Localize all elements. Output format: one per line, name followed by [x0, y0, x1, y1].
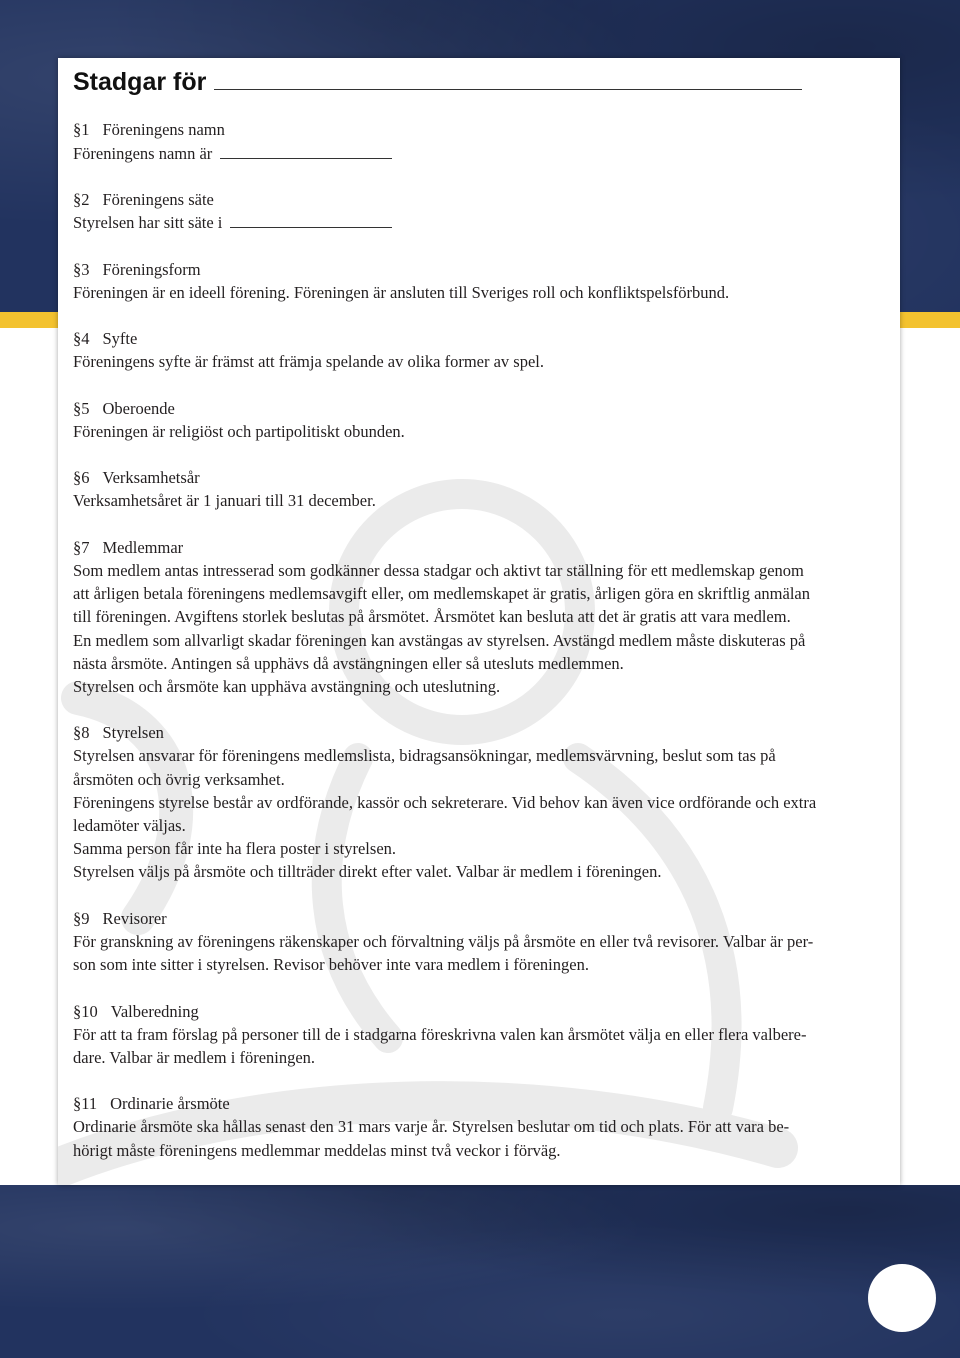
fill-in-blank: [220, 142, 392, 159]
section-number: §4: [73, 329, 90, 349]
section-text-line: En medlem som allvarligt skadar föreningen kan avstängas av styrelsen. Avstängd medlem måste diskuteras på: [73, 630, 806, 650]
section-title: Föreningsform: [102, 259, 201, 279]
section-heading: [73, 721, 888, 744]
section-text-line: Föreningens syfte är främst att främja spelande av olika former av spel.: [73, 352, 544, 372]
section-3: [73, 258, 888, 304]
section-7: [73, 536, 888, 698]
section-5: [73, 397, 888, 443]
section-text: Styrelsen har sitt säte i: [73, 213, 223, 233]
section-heading: [73, 536, 888, 559]
section-title: Föreningens säte: [102, 189, 214, 209]
section-text-line: Samma person får inte ha flera poster i styrelsen.: [73, 839, 397, 859]
section-title: Föreningens namn: [102, 120, 225, 140]
section-text-line: son som inte sitter i styrelsen. Revisor behöver inte vara medlem i föreningen.: [73, 955, 589, 975]
section-text-line: Ordinarie årsmöte ska hållas senast den 31 mars varje år. Styrelsen beslutar om tid och plats. För att vara be-: [73, 1117, 790, 1137]
title-fill-in-blank: [214, 88, 802, 90]
section-text-line: [73, 211, 392, 234]
section-number: §11: [73, 1094, 98, 1114]
section-2: [73, 188, 888, 234]
statute-sections: [73, 118, 888, 1185]
section-number: §2: [73, 189, 90, 209]
section-heading: [73, 1000, 888, 1023]
section-text-line: Styrelsen och årsmöte kan upphäva avstängning och uteslutning.: [73, 676, 501, 696]
section-text-line: ledamöter väljas.: [73, 816, 186, 836]
document-title: [73, 67, 802, 97]
section-text-line: Som medlem antas intresserad som godkänner dessa stadgar och aktivt tar ställning för ett medlemskap genom: [73, 560, 804, 580]
section-heading: [73, 1092, 888, 1115]
section-text-line: hörigt måste föreningens medlemmar meddelas minst två veckor i förväg.: [73, 1140, 561, 1160]
section-number: §7: [73, 537, 90, 557]
section-text-line: dare. Valbar är medlem i föreningen.: [73, 1047, 316, 1067]
section-heading: [73, 397, 888, 420]
section-title: Syfte: [102, 329, 138, 349]
section-text-line: att årligen betala föreningens medlemsavgift eller, om medlemskapet är gratis, årligen göra en skriftlig anmälan: [73, 584, 810, 604]
section-text-line: För granskning av föreningens räkenskaper och förvaltning väljs på årsmöte en eller två revisorer. Valbar är per-: [73, 931, 814, 951]
section-text-line: Föreningens styrelse består av ordförande, kassör och sekreterare. Vid behov kan även vice ordförande och extra: [73, 792, 817, 812]
section-heading: [73, 466, 888, 489]
section-title: Ordinarie årsmöte: [110, 1094, 230, 1114]
document-page: [58, 58, 900, 1185]
section-6: [73, 466, 888, 512]
section-number: §3: [73, 259, 90, 279]
section-9: [73, 907, 888, 977]
section-number: §1: [73, 120, 90, 140]
fill-in-blank: [230, 211, 392, 228]
section-text-line: Styrelsen väljs på årsmöte och tillträder direkt efter valet. Valbar är medlem i föreningen.: [73, 862, 662, 882]
section-heading: [73, 327, 888, 350]
bottom-background-band: [0, 1185, 960, 1358]
section-10: [73, 1000, 888, 1070]
section-text-line: För att ta fram förslag på personer till de i stadgarna föreskrivna valen kan årsmötet välja en eller flera valbere-: [73, 1024, 807, 1044]
section-1: [73, 118, 888, 164]
section-text-line: till föreningen. Avgiftens storlek beslutas på årsmötet. Årsmötet kan besluta att det är gratis att vara medlem.: [73, 607, 791, 627]
section-text-line: Föreningen är en ideell förening. Föreningen är ansluten till Sveriges roll och konfliktspelsförbund.: [73, 282, 730, 302]
section-text-line: Verksamhetsåret är 1 januari till 31 december.: [73, 491, 376, 511]
section-text-line: årsmöten och övrig verksamhet.: [73, 769, 285, 789]
section-heading: [73, 118, 888, 141]
section-number: §8: [73, 723, 90, 743]
section-title: Medlemmar: [102, 537, 184, 557]
section-text-line: Föreningen är religiöst och partipolitiskt obunden.: [73, 421, 405, 441]
document-title-text: Stadgar för: [73, 68, 207, 96]
section-title: Oberoende: [102, 398, 175, 418]
section-heading: [73, 258, 888, 281]
section-number: §10: [73, 1001, 98, 1021]
section-number: §6: [73, 468, 90, 488]
page-corner-circle: [868, 1264, 936, 1332]
section-text-line: nästa årsmöte. Antingen så upphävs då avstängningen eller så utesluts medlemmen.: [73, 653, 624, 673]
section-text-line: [73, 142, 392, 165]
section-title: Verksamhetsår: [102, 468, 200, 488]
section-text-line: Styrelsen ansvarar för föreningens medlemslista, bidragsansökningar, medlemsvärvning, beslut som tas på: [73, 746, 776, 766]
section-11: [73, 1092, 888, 1162]
section-4: [73, 327, 888, 373]
section-number: §9: [73, 908, 90, 928]
section-number: §5: [73, 398, 90, 418]
section-8: [73, 721, 888, 883]
section-heading: [73, 188, 888, 211]
section-heading: [73, 907, 888, 930]
section-title: Styrelsen: [102, 723, 164, 743]
section-text: Föreningens namn är: [73, 143, 213, 163]
section-title: Valberedning: [110, 1001, 199, 1021]
section-title: Revisorer: [102, 908, 167, 928]
